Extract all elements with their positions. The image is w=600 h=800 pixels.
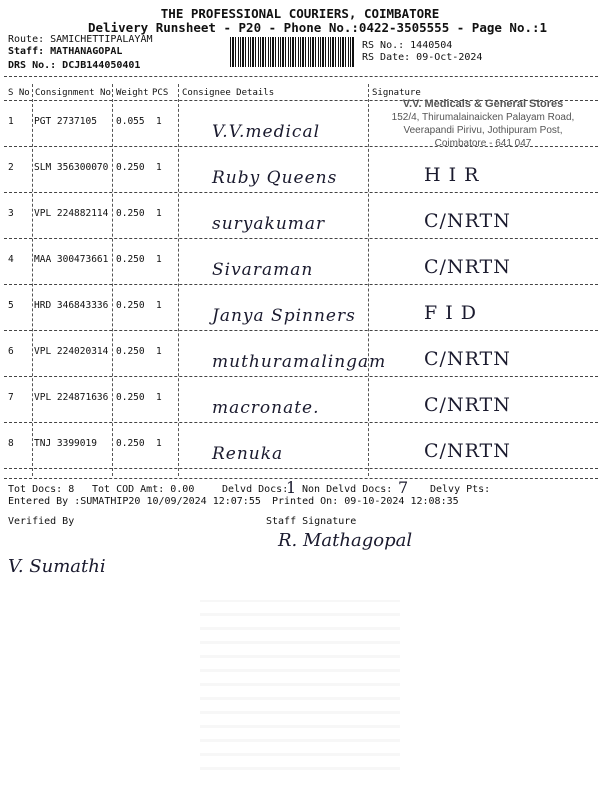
row-sno: 6: [8, 346, 14, 357]
row-divider: [4, 238, 598, 239]
stamp-line: 152/4, Thirumalainaicken Palayam Road,: [391, 112, 575, 123]
row-pcs: 1: [156, 162, 162, 173]
row-sno: 8: [8, 438, 14, 449]
row-signature-handwriting: C/NRTN: [424, 256, 511, 278]
row-sno: 7: [8, 392, 14, 403]
row-consignment-no: MAA 300473661: [34, 254, 109, 265]
divider: [4, 76, 598, 77]
row-pcs: 1: [156, 208, 162, 219]
row-divider: [4, 284, 598, 285]
row-signature-handwriting: C/NRTN: [424, 210, 511, 232]
blank-area: [200, 600, 400, 770]
row-consignee-handwriting: Sivaraman: [212, 260, 314, 280]
stamp-line: V.V. Medicals & General Stores: [402, 98, 564, 110]
row-pcs: 1: [156, 254, 162, 265]
row-pcs: 1: [156, 346, 162, 357]
row-consignee-handwriting: Renuka: [212, 444, 284, 464]
route-label: Route: SAMICHETTIPALAYAM: [8, 34, 153, 45]
stamp-line: Coimbatore - 641 047: [434, 138, 532, 149]
row-consignee-handwriting: Janya Spinners: [212, 306, 356, 326]
staff-signature-label: Staff Signature: [266, 516, 357, 527]
verified-by-label: Verified By: [8, 516, 75, 527]
printed-on: Printed On: 09-10-2024 12:08:35: [272, 496, 459, 507]
row-weight: 0.250: [116, 208, 145, 219]
row-consignment-no: TNJ 3399019: [34, 438, 97, 449]
col-header-pcs: PCS: [152, 88, 169, 98]
drs-number: DRS No.: DCJB144050401: [8, 60, 141, 71]
delivered-docs-label: Delvd Docs:: [222, 484, 289, 495]
consignee-stamp: [378, 98, 588, 164]
row-weight: 0.250: [116, 300, 145, 311]
row-weight: 0.055: [116, 116, 145, 127]
row-pcs: 1: [156, 392, 162, 403]
col-header-consignment: Consignment No: [35, 88, 111, 98]
row-divider: [4, 422, 598, 423]
row-weight: 0.250: [116, 254, 145, 265]
row-consignee-handwriting: macronate.: [212, 398, 320, 418]
row-divider: [4, 468, 598, 469]
row-consignee-handwriting: Ruby Queens: [212, 168, 338, 188]
row-sno: 3: [8, 208, 14, 219]
row-signature-handwriting: H I R: [424, 164, 480, 186]
row-weight: 0.250: [116, 438, 145, 449]
row-consignee-handwriting: V.V.medical: [212, 122, 321, 142]
staff-label: Staff: MATHANAGOPAL: [8, 46, 123, 57]
row-consignment-no: HRD 346843336: [34, 300, 109, 311]
company-title: THE PROFESSIONAL COURIERS, COIMBATORE: [160, 6, 440, 21]
stamp-line: Veerapandi Pirivu, Jothipuram Post,: [403, 125, 563, 136]
non-delivered-docs-value: 7: [398, 478, 409, 497]
row-divider: [4, 330, 598, 331]
col-header-signature: Signature: [372, 88, 421, 98]
runsheet-subtitle: Delivery Runsheet - P20 - Phone No.:0422-3505555 - Page No.:1: [88, 20, 548, 35]
row-signature-handwriting: F I D: [424, 302, 478, 324]
rs-date: RS Date: 09-Oct-2024: [362, 52, 483, 63]
row-consignment-no: PGT 2737105: [34, 116, 97, 127]
col-header-consignee: Consignee Details: [182, 88, 275, 98]
row-pcs: 1: [156, 116, 162, 127]
column-divider: [368, 84, 369, 476]
row-sno: 1: [8, 116, 14, 127]
column-divider: [112, 84, 113, 476]
rs-number: RS No.: 1440504: [362, 40, 453, 51]
non-delivered-docs-label: Non Delvd Docs:: [302, 484, 393, 495]
verifier-signature: V. Sumathi: [8, 556, 106, 577]
row-signature-handwriting: C/NRTN: [424, 440, 511, 462]
row-consignment-no: VPL 224871636: [34, 392, 109, 403]
column-divider: [32, 84, 33, 476]
delivery-points-label: Delvy Pts:: [430, 484, 491, 495]
row-consignee-handwriting: muthuramalingam: [212, 352, 387, 372]
row-divider: [4, 192, 598, 193]
row-weight: 0.250: [116, 162, 145, 173]
barcode-icon: [230, 37, 354, 67]
row-pcs: 1: [156, 438, 162, 449]
row-weight: 0.250: [116, 392, 145, 403]
divider: [4, 478, 598, 479]
row-signature-handwriting: C/NRTN: [424, 348, 511, 370]
row-sno: 5: [8, 300, 14, 311]
total-docs: Tot Docs: 8: [8, 484, 75, 495]
row-divider: [4, 376, 598, 377]
entered-by: Entered By :SUMATHIP20 10/09/2024 12:07:55: [8, 496, 261, 507]
row-weight: 0.250: [116, 346, 145, 357]
row-consignment-no: SLM 356300070: [34, 162, 109, 173]
column-divider: [178, 84, 179, 476]
row-consignment-no: VPL 224882114: [34, 208, 109, 219]
row-sno: 2: [8, 162, 14, 173]
col-header-weight: Weight: [116, 88, 149, 98]
col-header-sno: S No: [8, 88, 30, 98]
row-consignment-no: VPL 224020314: [34, 346, 109, 357]
row-pcs: 1: [156, 300, 162, 311]
total-cod: Tot COD Amt: 0.00: [92, 484, 195, 495]
delivered-docs-value: 1: [286, 478, 297, 497]
staff-handwritten-signature: R. Mathagopal: [278, 530, 413, 551]
row-sno: 4: [8, 254, 14, 265]
row-signature-handwriting: C/NRTN: [424, 394, 511, 416]
row-consignee-handwriting: suryakumar: [212, 214, 326, 234]
